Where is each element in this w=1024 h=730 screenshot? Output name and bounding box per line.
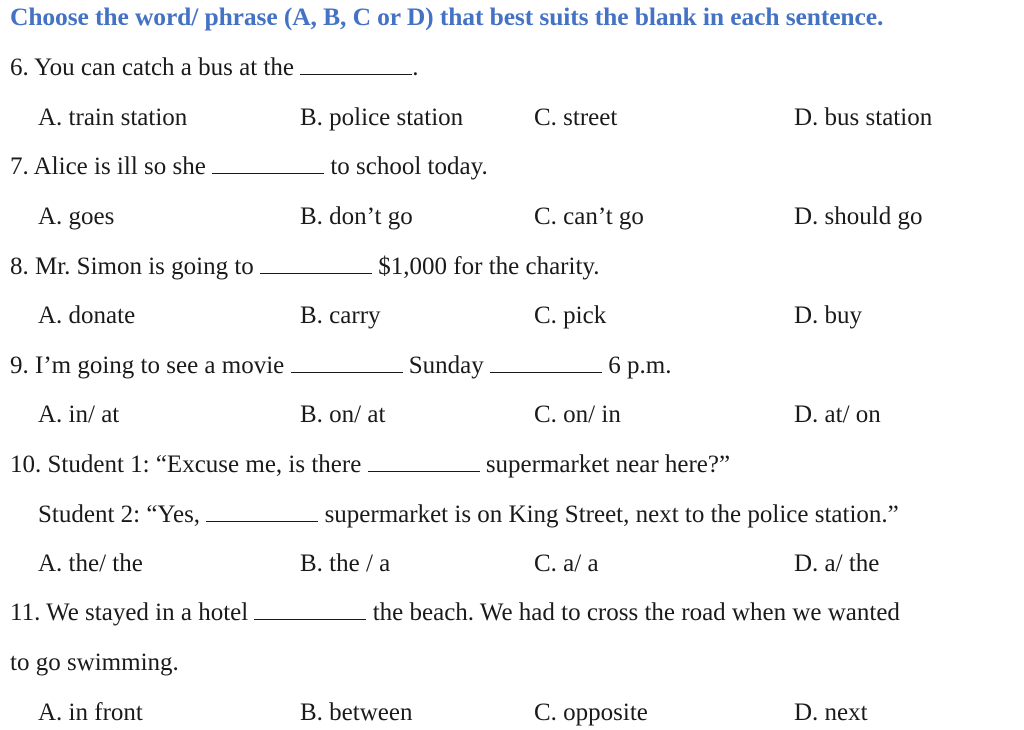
question-text: Sunday xyxy=(402,352,490,379)
question-text: to school today. xyxy=(324,153,488,180)
question-7 xyxy=(10,151,488,183)
option-c: C. a/ a xyxy=(534,550,599,577)
question-10-dialogue xyxy=(38,499,899,531)
question-text: the beach. We had to cross the road when we wanted xyxy=(366,599,900,626)
option-d: D. next xyxy=(794,699,868,726)
option-c: C. pick xyxy=(534,302,607,329)
option-b: B. police station xyxy=(300,104,464,131)
option-a: A. train station xyxy=(38,104,188,131)
question-9 xyxy=(10,350,671,382)
question-6 xyxy=(10,52,418,84)
question-11 xyxy=(10,597,900,629)
option-b: B. on/ at xyxy=(300,401,386,428)
question-text: 8. Mr. Simon is going to xyxy=(10,253,261,280)
instruction-heading: Choose the word/ phrase (A, B, C or D) that best suits the blank in each sentence. xyxy=(10,2,884,31)
option-c: C. opposite xyxy=(534,699,648,726)
option-d: D. a/ the xyxy=(794,550,880,577)
question-8 xyxy=(10,251,600,283)
question-text: supermarket is on King Street, next to the police station.” xyxy=(318,501,899,528)
option-c: C. can’t go xyxy=(534,203,644,230)
answer-blank xyxy=(206,499,318,522)
question-text: 9. I’m going to see a movie xyxy=(10,352,291,379)
question-text: supermarket near here?” xyxy=(479,451,731,478)
option-b: B. carry xyxy=(300,302,381,329)
option-a: A. the/ the xyxy=(38,550,143,577)
answer-blank xyxy=(368,449,480,472)
option-a: A. donate xyxy=(38,302,136,329)
question-10 xyxy=(10,449,730,481)
answer-blank xyxy=(212,151,324,174)
answer-blank xyxy=(254,597,366,620)
answer-blank xyxy=(490,350,602,373)
question-text: $1,000 for the charity. xyxy=(372,253,600,280)
option-c: C. street xyxy=(534,104,618,131)
question-text: . xyxy=(412,54,419,81)
option-a: A. goes xyxy=(38,203,115,230)
option-c: C. on/ in xyxy=(534,401,621,428)
option-b: B. between xyxy=(300,699,413,726)
option-d: D. at/ on xyxy=(794,401,881,428)
question-text: 7. Alice is ill so she xyxy=(10,153,213,180)
question-text: Student 2: “Yes, xyxy=(38,501,207,528)
question-text: 10. Student 1: “Excuse me, is there xyxy=(10,451,368,478)
question-text: 6. You can catch a bus at the xyxy=(10,54,301,81)
answer-blank xyxy=(291,350,403,373)
question-text: 11. We stayed in a hotel xyxy=(10,599,255,626)
option-b: B. the / a xyxy=(300,550,391,577)
option-a: A. in/ at xyxy=(38,401,120,428)
option-d: D. bus station xyxy=(794,104,933,131)
option-a: A. in front xyxy=(38,699,143,726)
option-d: D. buy xyxy=(794,302,863,329)
answer-blank xyxy=(260,251,372,274)
question-11-continuation: to go swimming. xyxy=(10,649,179,676)
option-b: B. don’t go xyxy=(300,203,413,230)
question-text: 6 p.m. xyxy=(602,352,672,379)
option-d: D. should go xyxy=(794,203,923,230)
answer-blank xyxy=(300,52,412,75)
